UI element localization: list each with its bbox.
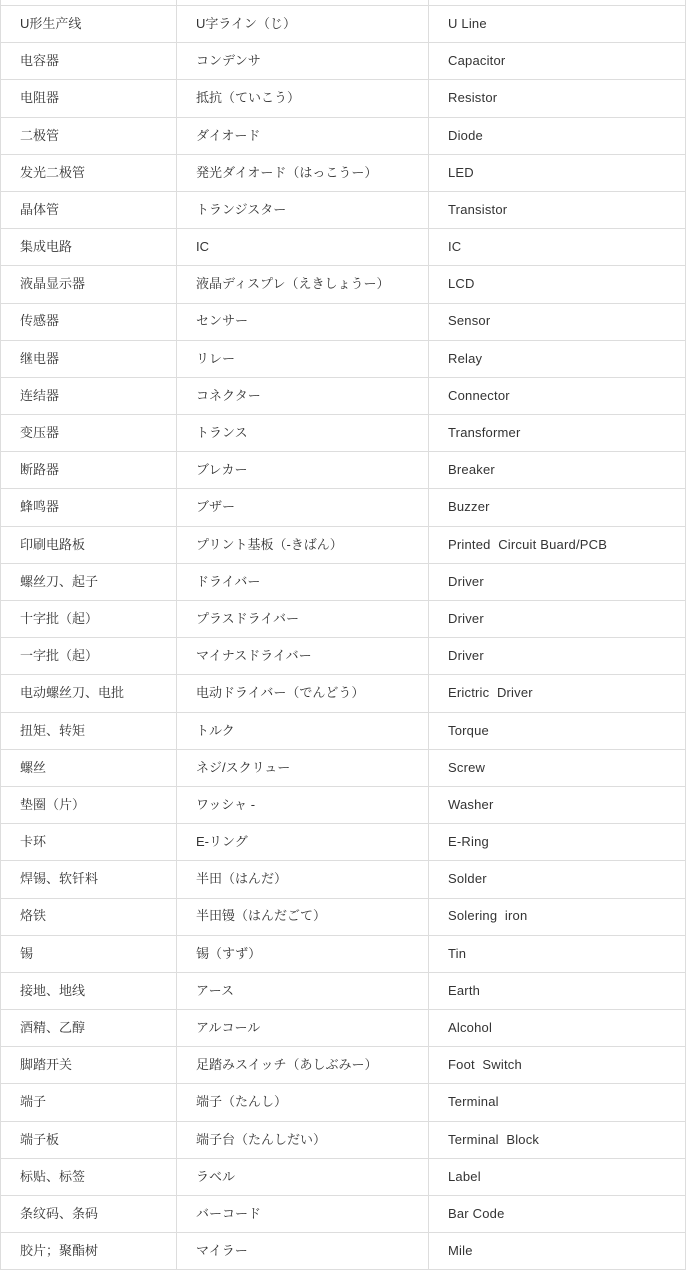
cell-english: IC	[429, 229, 686, 266]
cell-chinese: 标贴、标签	[1, 1158, 177, 1195]
cell-english: Diode	[429, 117, 686, 154]
cell-english: Relay	[429, 340, 686, 377]
cell-japanese: バーコード	[177, 1196, 429, 1233]
cell-chinese: 电容器	[1, 43, 177, 80]
cell-japanese: プリント基板（‐きばん）	[177, 526, 429, 563]
cell-english: Earth	[429, 972, 686, 1009]
table-row	[1, 898, 686, 935]
cell-english: Buzzer	[429, 489, 686, 526]
cell-english: Solering iron	[429, 898, 686, 935]
table-row	[1, 638, 686, 675]
cell-japanese: トランジスター	[177, 191, 429, 228]
cell-chinese: 脚踏开关	[1, 1047, 177, 1084]
cell-chinese: 卡环	[1, 824, 177, 861]
table-row	[1, 6, 686, 43]
cell-chinese: 一字批（起）	[1, 638, 177, 675]
cell-english: Connector	[429, 377, 686, 414]
table-row	[1, 377, 686, 414]
cell-japanese: ブレカー	[177, 452, 429, 489]
cell-english: Transformer	[429, 415, 686, 452]
table-row	[1, 303, 686, 340]
table-row	[1, 1233, 686, 1270]
cell-english: Driver	[429, 638, 686, 675]
cell-japanese: トルク	[177, 712, 429, 749]
cell-english: Terminal	[429, 1084, 686, 1121]
table-row	[1, 154, 686, 191]
cell-japanese: コネクター	[177, 377, 429, 414]
cell-chinese: 液晶显示器	[1, 266, 177, 303]
cell-japanese: 発光ダイオード（はっこうー）	[177, 154, 429, 191]
table-row	[1, 972, 686, 1009]
table-row	[1, 489, 686, 526]
cell-chinese: 发光二极管	[1, 154, 177, 191]
cell-english: Driver	[429, 563, 686, 600]
cell-chinese: 条纹码、条码	[1, 1196, 177, 1233]
cell-chinese: 胶片；聚酯树	[1, 1233, 177, 1270]
cell-english: E-Ring	[429, 824, 686, 861]
table-row	[1, 824, 686, 861]
table-row	[1, 861, 686, 898]
cell-chinese: 烙铁	[1, 898, 177, 935]
cell-english: U Line	[429, 6, 686, 43]
cell-chinese: 二极管	[1, 117, 177, 154]
cell-chinese: 断路器	[1, 452, 177, 489]
cell-english: Foot Switch	[429, 1047, 686, 1084]
cell-english: Resistor	[429, 80, 686, 117]
cell-chinese: 集成电路	[1, 229, 177, 266]
cell-japanese: アルコール	[177, 1010, 429, 1047]
cell-english: Capacitor	[429, 43, 686, 80]
cell-japanese: ブザー	[177, 489, 429, 526]
cell-english: LCD	[429, 266, 686, 303]
cell-chinese: 端子板	[1, 1121, 177, 1158]
table-row	[1, 191, 686, 228]
table-row	[1, 266, 686, 303]
table-row	[1, 1010, 686, 1047]
cell-english: Tin	[429, 935, 686, 972]
cell-english: LED	[429, 154, 686, 191]
cell-japanese: トランス	[177, 415, 429, 452]
cell-chinese: 焊锡、软钎料	[1, 861, 177, 898]
cell-japanese: ネジ/スクリュー	[177, 749, 429, 786]
cell-japanese: マイナスドライバー	[177, 638, 429, 675]
table-row	[1, 1158, 686, 1195]
cell-japanese: プラスドライバー	[177, 601, 429, 638]
table-row	[1, 712, 686, 749]
cell-japanese: E-リング	[177, 824, 429, 861]
cell-chinese: 十字批（起）	[1, 601, 177, 638]
cell-chinese: 晶体管	[1, 191, 177, 228]
cell-english: Terminal Block	[429, 1121, 686, 1158]
table-row	[1, 601, 686, 638]
cell-japanese: マイラー	[177, 1233, 429, 1270]
cell-japanese: 电动ドライバー（でんどう）	[177, 675, 429, 712]
cell-japanese: 抵抗（ていこう）	[177, 80, 429, 117]
cell-japanese: 足踏みスイッチ（あしぶみー）	[177, 1047, 429, 1084]
cell-english: Driver	[429, 601, 686, 638]
cell-chinese: 变压器	[1, 415, 177, 452]
cell-chinese: 传感器	[1, 303, 177, 340]
table-row	[1, 786, 686, 823]
table-row	[1, 229, 686, 266]
cell-english: Alcohol	[429, 1010, 686, 1047]
table-row	[1, 340, 686, 377]
cell-english: Washer	[429, 786, 686, 823]
cell-chinese: 电阻器	[1, 80, 177, 117]
cell-english: Mile	[429, 1233, 686, 1270]
cell-chinese: 酒精、乙醇	[1, 1010, 177, 1047]
cell-japanese: 半田镘（はんだごて）	[177, 898, 429, 935]
table-row	[1, 749, 686, 786]
cell-japanese: 端子台（たんしだい）	[177, 1121, 429, 1158]
cell-english: Erictric Driver	[429, 675, 686, 712]
cell-chinese: U形生产线	[1, 6, 177, 43]
cell-chinese: 螺丝	[1, 749, 177, 786]
table-row	[1, 1121, 686, 1158]
cell-japanese: コンデンサ	[177, 43, 429, 80]
table-row	[1, 1196, 686, 1233]
cell-chinese: 螺丝刀、起子	[1, 563, 177, 600]
cell-chinese: 继电器	[1, 340, 177, 377]
cell-chinese: 端子	[1, 1084, 177, 1121]
cell-japanese: 端子（たんし）	[177, 1084, 429, 1121]
cell-english: Label	[429, 1158, 686, 1195]
table-row	[1, 1047, 686, 1084]
cell-english: Breaker	[429, 452, 686, 489]
cell-japanese: ダイオード	[177, 117, 429, 154]
cell-english: Screw	[429, 749, 686, 786]
cell-japanese: 半田（はんだ）	[177, 861, 429, 898]
cell-chinese: 锡	[1, 935, 177, 972]
cell-japanese: ドライバー	[177, 563, 429, 600]
cell-japanese: 锡（すず）	[177, 935, 429, 972]
cell-japanese: リレー	[177, 340, 429, 377]
table-row	[1, 415, 686, 452]
cell-japanese: U字ライン（じ）	[177, 6, 429, 43]
cell-chinese: 连结器	[1, 377, 177, 414]
cell-japanese: 液晶ディスプレ（えきしょうー）	[177, 266, 429, 303]
glossary-table-body	[1, 0, 686, 1270]
table-row	[1, 935, 686, 972]
cell-japanese: アース	[177, 972, 429, 1009]
cell-english: Printed Circuit Buard/PCB	[429, 526, 686, 563]
table-row	[1, 452, 686, 489]
cell-chinese: 扭矩、转矩	[1, 712, 177, 749]
cell-japanese: IC	[177, 229, 429, 266]
cell-chinese: 蜂鸣器	[1, 489, 177, 526]
table-row	[1, 117, 686, 154]
cell-english: Transistor	[429, 191, 686, 228]
cell-japanese: ワッシャ -	[177, 786, 429, 823]
table-row	[1, 563, 686, 600]
cell-english: Solder	[429, 861, 686, 898]
table-row	[1, 1084, 686, 1121]
table-row	[1, 43, 686, 80]
cell-japanese: ラベル	[177, 1158, 429, 1195]
cell-chinese: 接地、地线	[1, 972, 177, 1009]
cell-english: Torque	[429, 712, 686, 749]
cell-chinese: 电动螺丝刀、电批	[1, 675, 177, 712]
table-row	[1, 80, 686, 117]
table-row	[1, 526, 686, 563]
cell-chinese: 垫圈（片）	[1, 786, 177, 823]
table-row	[1, 675, 686, 712]
cell-english: Sensor	[429, 303, 686, 340]
cell-chinese: 印刷电路板	[1, 526, 177, 563]
cell-japanese: センサー	[177, 303, 429, 340]
cell-english: Bar Code	[429, 1196, 686, 1233]
